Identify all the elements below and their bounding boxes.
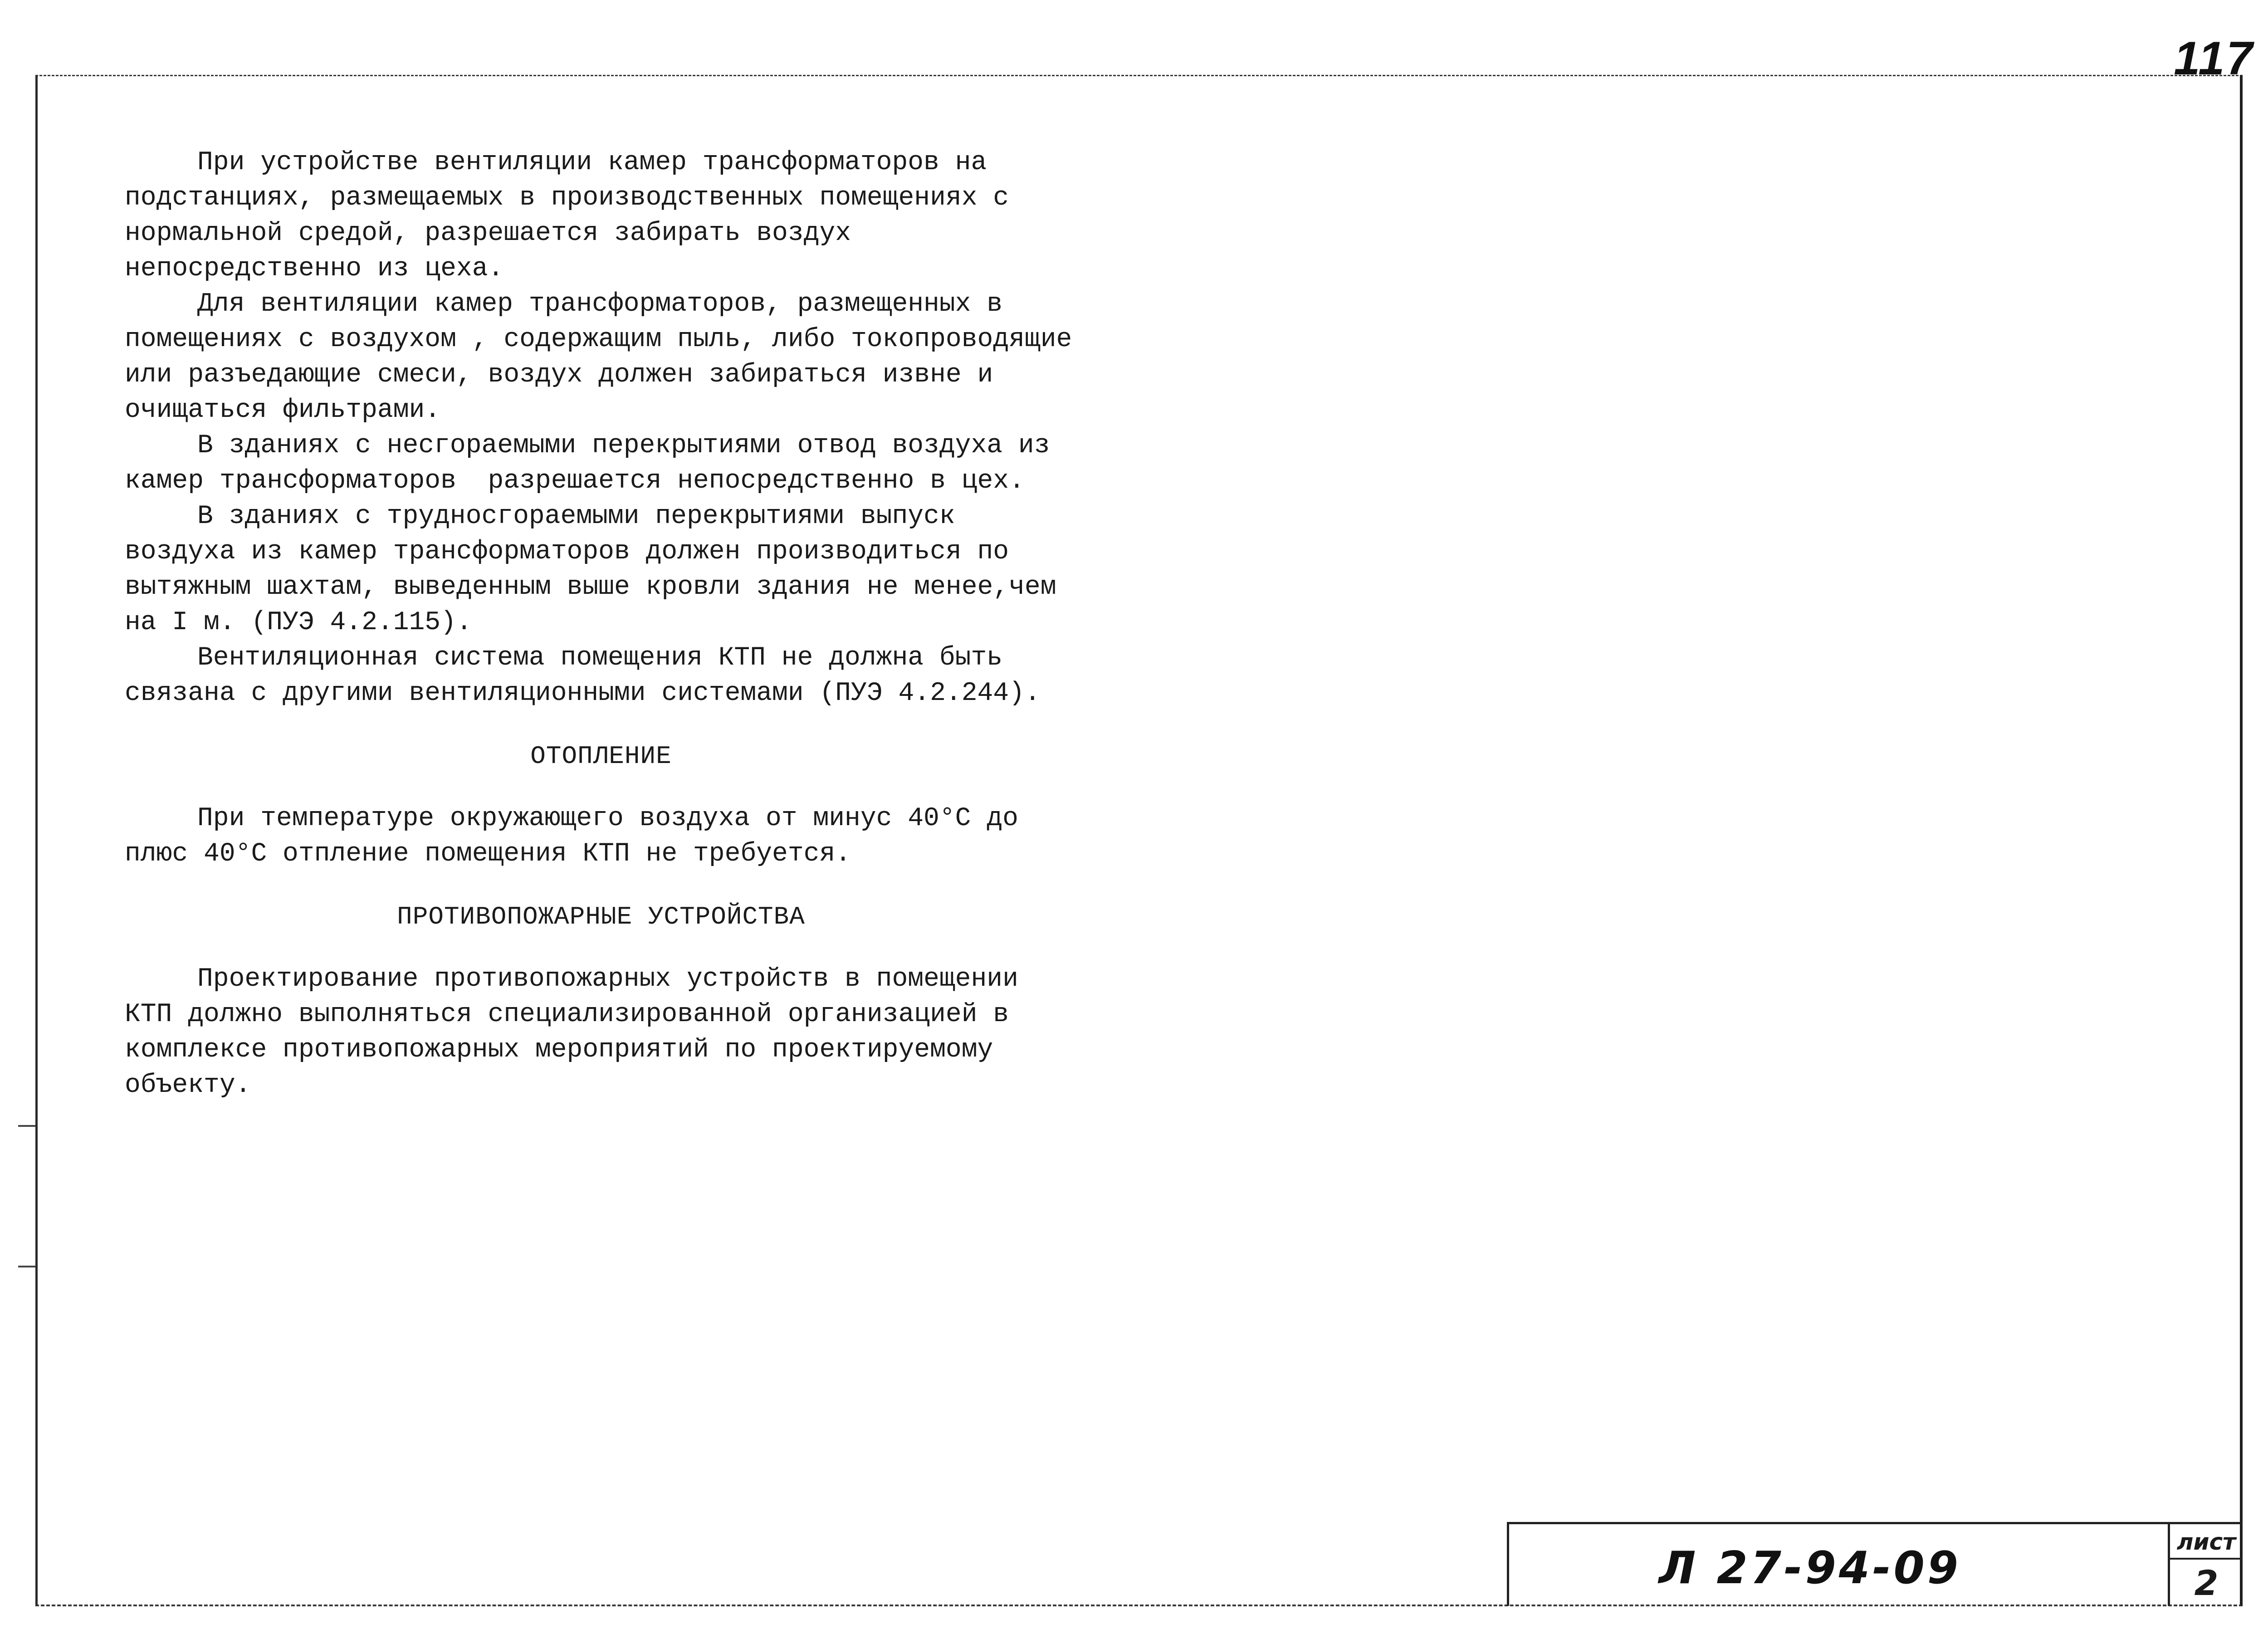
document-code: Л 27-94-09 bbox=[1659, 1542, 1961, 1594]
sheet-cell bbox=[2168, 1524, 2243, 1606]
paragraph-fire-protection: Проектирование противопожарных устройств в помещении КТП должно выполняться специализированной организацией в комплексе противопожарных мероприятий по проектируемому объекту. bbox=[125, 964, 1050, 1100]
sheet-label: лист bbox=[2170, 1524, 2243, 1560]
sheet-number: 2 bbox=[2194, 1563, 2219, 1603]
heading-heating: ОТОПЛЕНИЕ bbox=[530, 742, 672, 771]
frame-tick bbox=[18, 1266, 35, 1267]
paragraph-air-outlet-shafts: В зданиях с трудносгораемыми перекрытиями выпуск воздуха из камер трансформаторов должен производиться по вытяжным шахтам, выведенным выше кровли здания не менее,чем на I м. (ПУЭ 4.2.115). bbox=[125, 502, 1072, 637]
page-corner-number: 117 bbox=[2174, 32, 2254, 85]
paragraph-heating: При температуре окружающего воздуха от минус 40°С до плюс 40°С отпление помещения КТП не требуется. bbox=[125, 804, 1034, 869]
frame-tick bbox=[18, 1125, 35, 1127]
title-block bbox=[1507, 1522, 2243, 1606]
paragraph-ventilation-system: Вентиляционная система помещения КТП не должна быть связана с другими вентиляционными системами (ПУЭ 4.2.244). bbox=[125, 643, 1041, 708]
document-body bbox=[125, 145, 1088, 1103]
heading-fire-protection: ПРОТИВОПОЖАРНЫЕ УСТРОЙСТВА bbox=[397, 902, 805, 931]
paragraph-ventilation-intake: При устройстве вентиляции камер трансформаторов на подстанциях, размещаемых в производственных помещениях с нормальной средой, разрешается забирать воздух непосредственно из цеха. bbox=[125, 148, 1025, 284]
paragraph-ventilation-filters: Для вентиляции камер трансформаторов, размещенных в помещениях с воздухом , содержащим пыль, либо токопроводящие или разъедающие смеси, воздух должен забираться извне и очищаться фильтрами. bbox=[125, 289, 1088, 425]
paragraph-air-outlet-noncombustible: В зданиях с несгораемыми перекрытиями отвод воздуха из камер трансформаторов разрешается непосредственно в цех. bbox=[125, 431, 1066, 496]
